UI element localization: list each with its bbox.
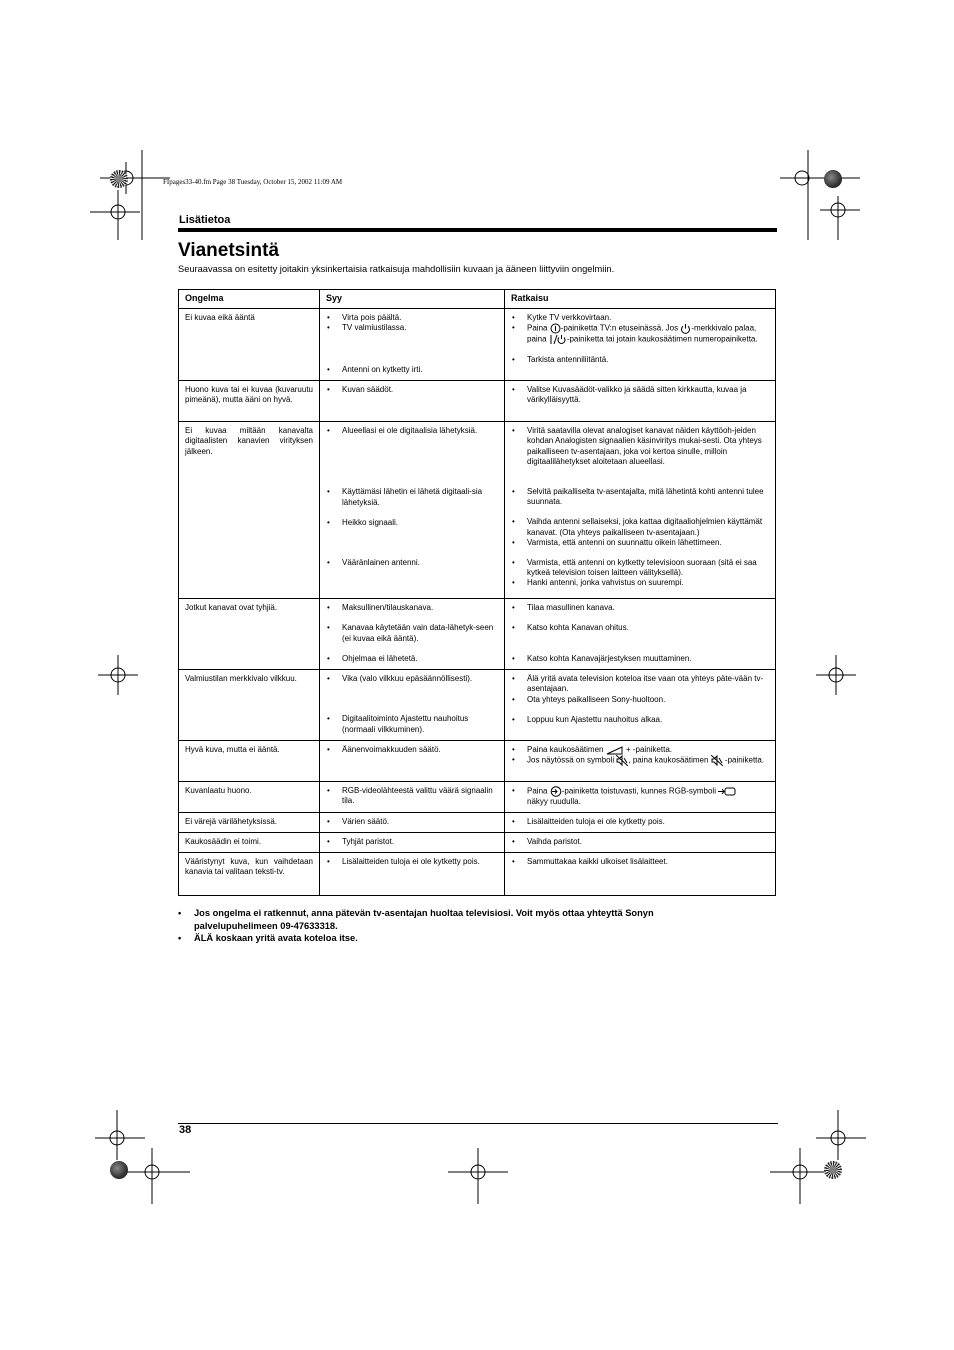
fix-cell xyxy=(505,670,776,741)
crop-mark-icon xyxy=(98,655,138,695)
cause-item: • Antenni on kytketty irti. xyxy=(326,365,498,375)
fix-cell xyxy=(505,833,776,853)
fix-text: Paina kaukosäätimen xyxy=(527,745,604,755)
fix-item: • Varmista, että antenni on kytketty televisioon suoraan (sitä ei saa kytkeä television toisen laitteen välityksellä). xyxy=(511,558,769,578)
cause-item: • Virta pois päältä. xyxy=(326,313,498,323)
fix-cell xyxy=(505,782,776,813)
note-item: • Jos ongelma ei ratkennut, anna pätevän tv-asentajan huoltaa televisiosi. Voit myös ottaa yhteyttä Sonyn palvelupuhelimeen 09-47633318. xyxy=(178,907,738,932)
table-row xyxy=(179,381,776,422)
rgb-input-icon xyxy=(718,787,736,796)
footer-rule xyxy=(178,1123,778,1124)
fix-text: Paina xyxy=(527,324,548,334)
fix-item: • Selvitä paikalliselta tv-asentajalta, mitä lähetintä kohti antenni tulee suunnata. xyxy=(511,487,769,507)
cause-item: • Heikko signaali. xyxy=(326,518,498,528)
intro-text: Seuraavassa on esitetty joitakin yksinkertaisia ratkaisuja mahdollisiin kuvaan ja ääneen liittyviin ongelmiin. xyxy=(178,264,615,274)
problem-cell: Vääristynyt kuva, kun vaihdetaan kanavia tai valitaan teksti-tv. xyxy=(179,853,320,896)
cause-item: • Kanavaa käytetään vain data-lähetyk-seen (ei kuvaa eikä ääntä). xyxy=(326,623,498,643)
table-row xyxy=(179,782,776,813)
fix-text: näkyy ruudulla. xyxy=(527,797,581,807)
fix-item: • Valitse Kuvasäädöt-valikko ja säädä sitten kirkkautta, kuvaa ja värikylläisyyttä. xyxy=(511,385,769,405)
fix-item xyxy=(511,786,769,807)
table-header-row xyxy=(179,290,776,309)
fix-cell xyxy=(505,853,776,896)
crop-mark-icon xyxy=(780,150,860,240)
fix-text: -painiketta toistuvasti, kunnes RGB-symboli xyxy=(561,786,716,796)
column-header: Ongelma xyxy=(179,290,320,309)
problem-cell: Ei kuvaa miltään kanavalta digitaalisten kanavien virityksen jälkeen. xyxy=(179,422,320,599)
fix-text: Paina xyxy=(527,786,548,796)
fix-item: • Loppuu kun Ajastettu nauhoitus alkaa. xyxy=(511,715,769,725)
fix-item: • Ota yhteys paikalliseen Sony-huoltoon. xyxy=(511,695,769,705)
on-standby-icon xyxy=(549,334,567,345)
standby-icon xyxy=(680,323,691,334)
problem-cell: Hyvä kuva, mutta ei ääntä. xyxy=(179,741,320,782)
cause-item: • Äänenvoimakkuuden säätö. xyxy=(326,745,498,755)
table-row xyxy=(179,422,776,599)
page-title: Vianetsintä xyxy=(178,240,280,261)
column-header: Syy xyxy=(320,290,505,309)
cause-item: • TV valmiustilassa. xyxy=(326,323,498,333)
fix-text: -merkkivalo palaa, paina xyxy=(527,324,757,345)
cause-cell xyxy=(320,381,505,422)
problem-cell: Kuvanlaatu huono. xyxy=(179,782,320,813)
input-icon xyxy=(550,786,562,797)
column-header: Ratkaisu xyxy=(505,290,776,309)
table-row xyxy=(179,599,776,670)
fix-item: • Katso kohta Kanavan ohitus. xyxy=(511,623,769,633)
page-number: 38 xyxy=(179,1124,192,1136)
cause-item: • Digitaalitoiminto Ajastettu nauhoitus (normaali vilkkuminen). xyxy=(326,714,498,734)
problem-cell: Huono kuva tai ei kuvaa (kuvaruutu pimeänä), mutta ääni on hyvä. xyxy=(179,381,320,422)
power-icon xyxy=(550,323,561,334)
troubleshooting-table xyxy=(178,289,776,896)
cause-cell xyxy=(320,833,505,853)
fix-item: • Tilaa masullinen kanava. xyxy=(511,603,769,613)
table-row xyxy=(179,670,776,741)
note-item: • ÄLÄ koskaan yritä avata koteloa itse. xyxy=(178,932,738,945)
fix-item: • Vaihda paristot. xyxy=(511,837,769,847)
fix-item: • Sammuttakaa kaikki ulkoiset lisälaitteet. xyxy=(511,857,769,867)
table-row xyxy=(179,853,776,896)
fix-text: -painiketta. xyxy=(724,756,765,766)
problem-cell: Ei värejä värilähetyksissä. xyxy=(179,813,320,833)
volume-ramp-icon xyxy=(606,746,624,755)
mute-icon xyxy=(711,755,723,766)
notes xyxy=(178,907,738,945)
cause-item: • Käyttämäsi lähetin ei lähetä digitaali-sia lähetyksiä. xyxy=(326,487,498,507)
fix-item: • Hanki antenni, jonka vahvistus on suurempi. xyxy=(511,578,769,588)
crop-mark-icon xyxy=(448,1148,508,1204)
cause-cell xyxy=(320,422,505,599)
fix-item: • Tarkista antenniliitäntä. xyxy=(511,355,769,365)
cause-item: • Alueellasi ei ole digitaalisia lähetyksiä. xyxy=(326,426,498,436)
cause-cell xyxy=(320,853,505,896)
fix-cell xyxy=(505,599,776,670)
section-heading: Lisätietoa xyxy=(179,214,231,226)
fix-cell xyxy=(505,813,776,833)
cause-item: • RGB-videolähteestä valittu väärä signaalin tila. xyxy=(326,786,498,806)
cause-cell xyxy=(320,782,505,813)
file-note: FIpages33-40.fm Page 38 Tuesday, October 15, 2002 11:09 AM xyxy=(163,178,343,186)
cause-cell xyxy=(320,813,505,833)
fix-item xyxy=(511,755,769,766)
problem-cell: Kaukosäädin ei toimi. xyxy=(179,833,320,853)
cause-item: • Kuvan säädöt. xyxy=(326,385,498,395)
cause-item: • Vääränlainen antenni. xyxy=(326,558,498,568)
crop-mark-icon xyxy=(770,1148,830,1204)
cause-item: • Lisälaitteiden tuloja ei ole kytketty pois. xyxy=(326,857,498,867)
problem-cell: Valmiustilan merkkivalo vilkkuu. xyxy=(179,670,320,741)
fix-item: • Älä yritä avata television koteloa itse vaan ota yhteys päte-vään tv-asentajaan. xyxy=(511,674,769,694)
table-row xyxy=(179,833,776,853)
fix-item: • Katso kohta Kanavajärjestyksen muuttaminen. xyxy=(511,654,769,664)
fix-cell xyxy=(505,309,776,381)
cause-cell xyxy=(320,741,505,782)
cause-item: • Värien säätö. xyxy=(326,817,498,827)
fix-item: • Kytke TV verkkovirtaan. xyxy=(511,313,769,323)
cause-item: • Tyhjät paristot. xyxy=(326,837,498,847)
fix-cell xyxy=(505,422,776,599)
fix-item xyxy=(511,323,769,345)
fix-text: Jos näytössä on symboli xyxy=(527,756,615,766)
cause-cell xyxy=(320,670,505,741)
registration-ball-icon xyxy=(110,1161,128,1179)
problem-cell: Ei kuvaa eikä ääntä xyxy=(179,309,320,381)
fix-item: • Viritä saatavilla olevat analogiset kanavat näiden käyttöoh-jeiden kohdan Analogisten signaalien käsinviritys mukai-sesti. Ota yhteys paikalliseen tv-asentajaan, joka voi kertoa sinulle, milloin digitaalilähetykset aloitetaan alueellasi. xyxy=(511,426,769,467)
table-row xyxy=(179,309,776,381)
mute-icon xyxy=(616,755,628,766)
cause-cell xyxy=(320,309,505,381)
fix-cell xyxy=(505,381,776,422)
registration-ball-icon xyxy=(824,1161,842,1179)
fix-item xyxy=(511,745,769,755)
cause-item: • Maksullinen/tilauskanava. xyxy=(326,603,498,613)
fix-item: • Vaihda antenni sellaiseksi, joka kattaa digitaaliohjelmien käyttämät kanavat. (Ota yhteys paikalliseen tv-asentajaan.) xyxy=(511,517,769,537)
fix-cell xyxy=(505,741,776,782)
crop-mark-icon xyxy=(120,1148,190,1204)
table-row xyxy=(179,813,776,833)
fix-text: -painiketta tai jotain kaukosäätimen numeropainiketta. xyxy=(566,335,758,345)
fix-text: + -painiketta. xyxy=(625,745,672,755)
crop-mark-icon xyxy=(90,190,140,240)
crop-mark-icon xyxy=(816,655,856,695)
problem-cell: Jotkut kanavat ovat tyhjiä. xyxy=(179,599,320,670)
table-row xyxy=(179,741,776,782)
registration-ball-icon xyxy=(110,170,128,188)
cause-item: • Ohjelmaa ei lähetetä. xyxy=(326,654,498,664)
cause-cell xyxy=(320,599,505,670)
fix-item: • Varmista, että antenni on suunnattu oikein lähettimeen. xyxy=(511,538,769,548)
fix-text: , paina kaukosäätimen xyxy=(628,756,709,766)
header-rule xyxy=(178,228,777,232)
fix-text: -painiketta TV:n etuseinässä. Jos xyxy=(560,324,679,334)
registration-ball-icon xyxy=(824,170,842,188)
cause-item: • Vika (valo vilkkuu epäsäännöllisesti). xyxy=(326,674,498,684)
fix-item: • Lisälaitteiden tuloja ei ole kytketty pois. xyxy=(511,817,769,827)
